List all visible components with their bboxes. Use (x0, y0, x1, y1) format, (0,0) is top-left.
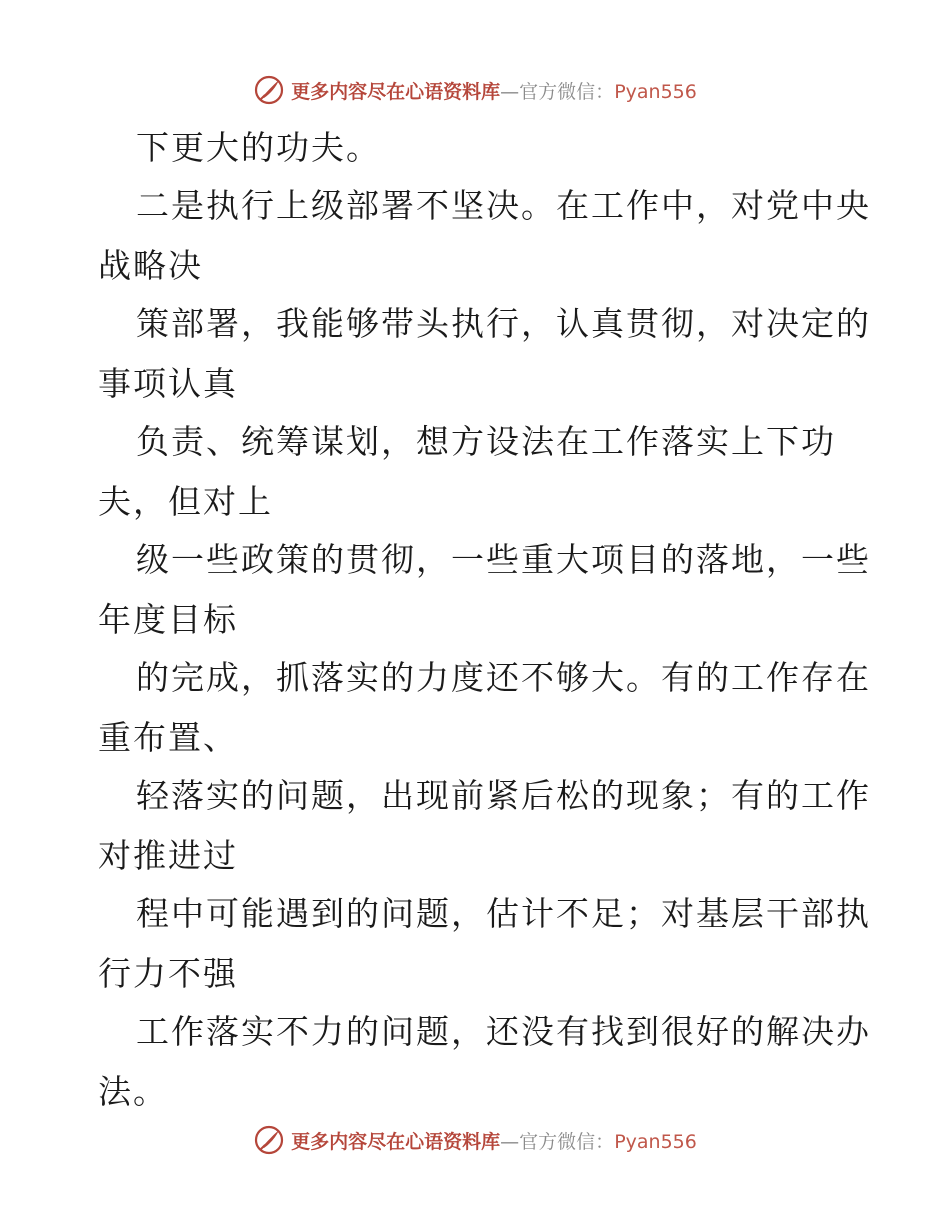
header-watermark (0, 70, 950, 110)
watermark-dash: — (500, 80, 520, 103)
text-line: 对推进过 (98, 836, 238, 875)
text-line: 重布置、 (98, 718, 238, 757)
watermark-wechat-label: 官方微信： (519, 1130, 615, 1153)
text-line: 的完成，抓落实的力度还不够大。有的工作存在 (136, 658, 871, 697)
text-line: 程中可能遇到的问题，估计不足；对基层干部执 (136, 894, 871, 933)
watermark-site-text: 更多内容尽在心语资料库 (291, 1130, 501, 1153)
watermark-dash: — (500, 1130, 520, 1153)
text-line: 轻落实的问题，出现前紧后松的现象；有的工作 (136, 776, 871, 815)
text-line: 年度目标 (98, 600, 238, 639)
text-line: 负责、统筹谋划，想方设法在工作落实上下功 (136, 422, 836, 461)
watermark-wechat-id: Pyan556 (614, 1130, 697, 1153)
text-line: 战略决 (98, 246, 203, 285)
watermark-wechat-label: 官方微信： (519, 80, 615, 103)
text-line: 行力不强 (98, 954, 238, 993)
text-line: 二是执行上级部署不坚决。在工作中，对党中央 (136, 186, 871, 225)
quill-pen-icon (253, 74, 285, 106)
text-line: 工作落实不力的问题，还没有找到很好的解决办 (136, 1012, 871, 1051)
text-line: 下更大的功夫。 (136, 128, 381, 167)
text-line: 级一些政策的贯彻，一些重大项目的落地，一些 (136, 540, 871, 579)
text-line: 策部署，我能够带头执行，认真贯彻，对决定的 (136, 304, 871, 343)
watermark-wechat-id: Pyan556 (614, 80, 697, 103)
footer-watermark (0, 1120, 950, 1160)
watermark-site-text: 更多内容尽在心语资料库 (291, 80, 501, 103)
text-line: 事项认真 (98, 364, 238, 403)
text-line: 法。 (98, 1072, 168, 1111)
text-line: 夫，但对上 (98, 482, 273, 521)
quill-pen-icon (253, 1124, 285, 1156)
